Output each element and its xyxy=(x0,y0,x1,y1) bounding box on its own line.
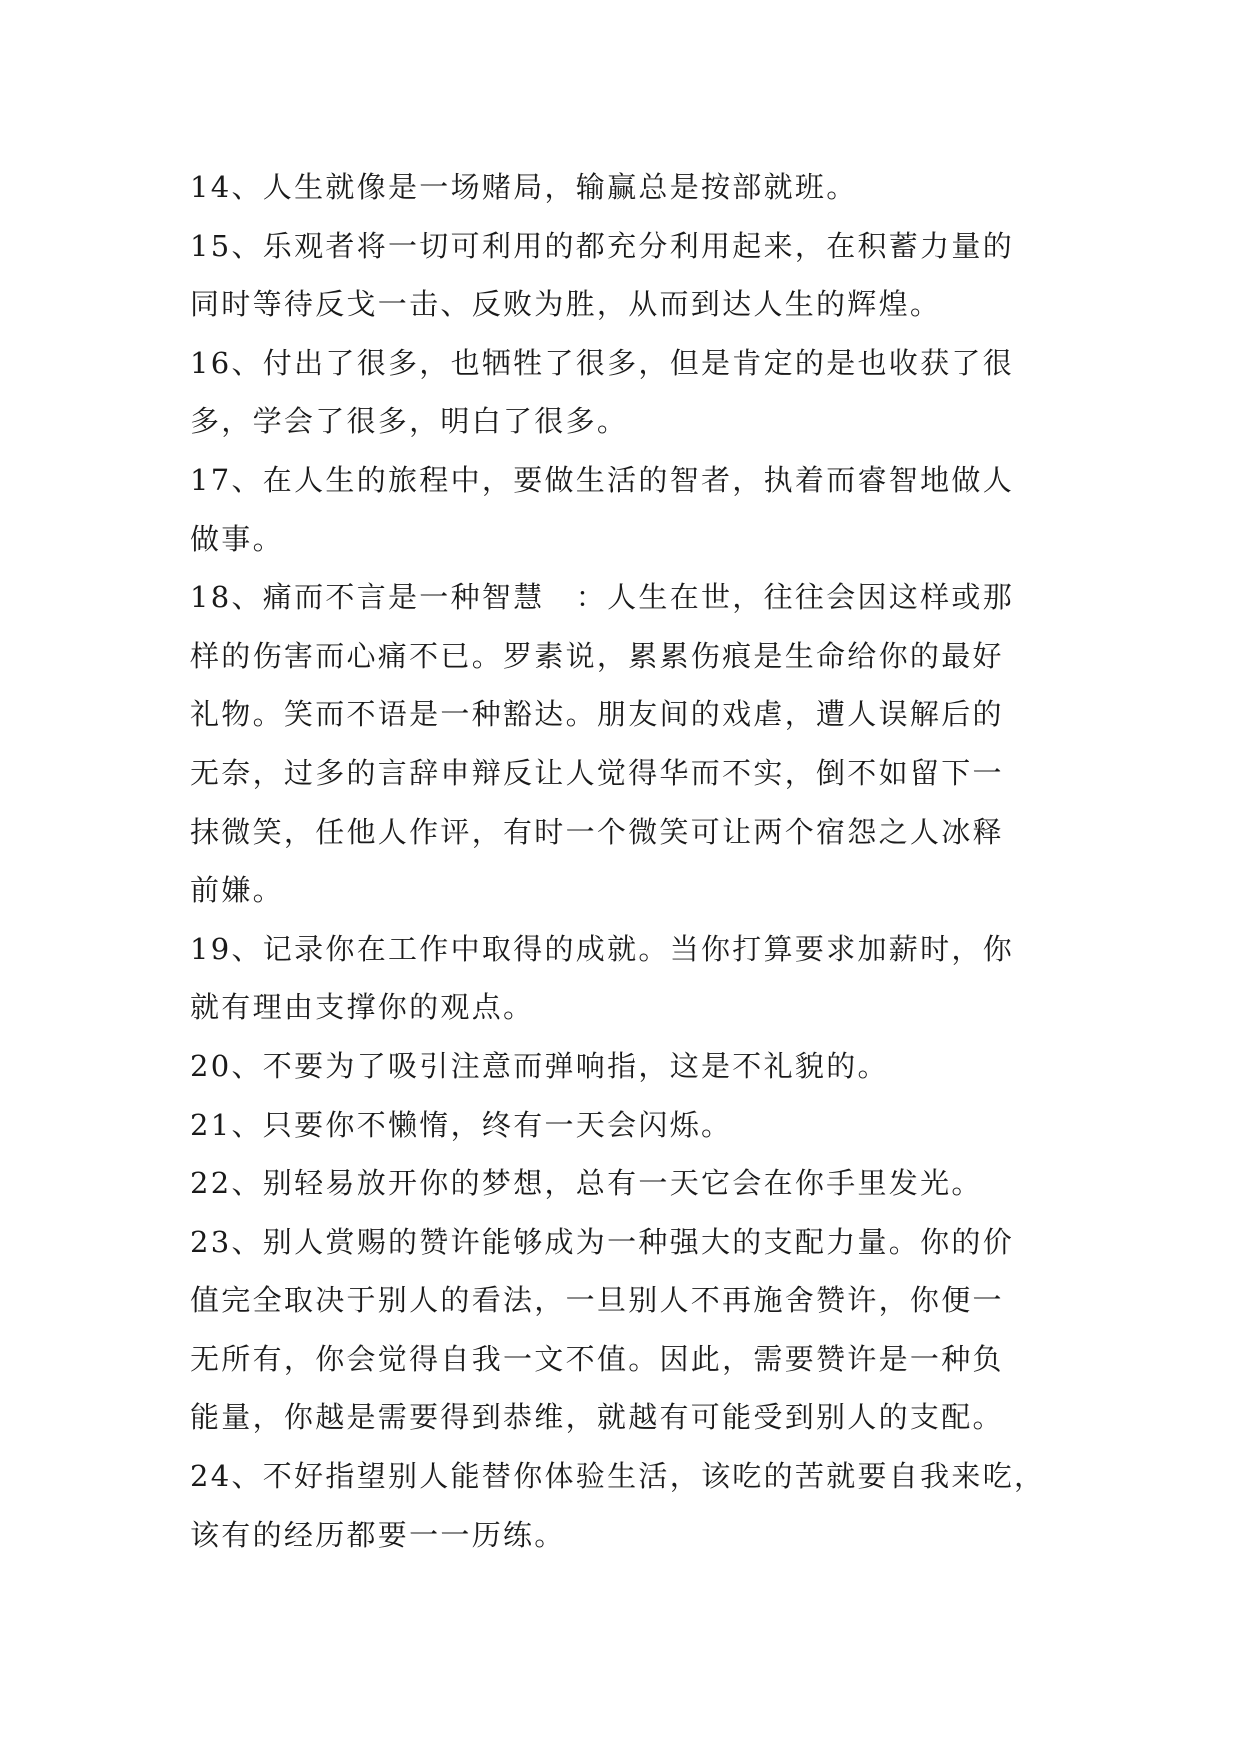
text-line: 该有的经历都要一一历练。 xyxy=(190,1517,566,1552)
text-line: 24、不好指望别人能替你体验生活，该吃的苦就要自我来吃， xyxy=(190,1459,1046,1494)
text-line: 做事。 xyxy=(190,521,284,556)
text-line: 值完全取决于别人的看法，一旦别人不再施舍赞许，你便一 xyxy=(190,1283,1004,1318)
text-line: 多，学会了很多，明白了很多。 xyxy=(190,404,629,439)
text-line: 16、付出了很多，也牺牲了很多，但是肯定的是也收获了很 xyxy=(190,345,1015,380)
text-line: 前嫌。 xyxy=(190,873,284,908)
text-line: 17、在人生的旅程中，要做生活的智者，执着而睿智地做人 xyxy=(190,462,1015,497)
text-line: 18、痛而不言是一种智慧 ：人生在世，往往会因这样或那 xyxy=(190,580,1015,615)
text-line: 21、只要你不懒惰，终有一天会闪烁。 xyxy=(190,1107,733,1142)
text-line: 23、别人赏赐的赞许能够成为一种强大的支配力量。你的价 xyxy=(190,1224,1015,1259)
text-line: 15、乐观者将一切可利用的都充分利用起来，在积蓄力量的 xyxy=(190,228,1015,263)
text-line: 14、人生就像是一场赌局，输赢总是按部就班。 xyxy=(190,170,858,204)
text-line: 无奈，过多的言辞申辩反让人觉得华而不实，倒不如留下一 xyxy=(190,755,1004,790)
text-line: 抹微笑，任他人作评，有时一个微笑可让两个宿怨之人冰释 xyxy=(190,814,1004,849)
text-line: 22、别轻易放开你的梦想，总有一天它会在你手里发光。 xyxy=(190,1166,983,1201)
document-body xyxy=(190,158,1080,1564)
text-line: 样的伤害而心痛不已。罗素说，累累伤痕是生命给你的最好 xyxy=(190,638,1004,673)
text-line: 20、不要为了吸引注意而弹响指，这是不礼貌的。 xyxy=(190,1048,889,1083)
text-line: 无所有，你会觉得自我一文不值。因此，需要赞许是一种负 xyxy=(190,1341,1004,1376)
text-line: 同时等待反戈一击、反败为胜，从而到达人生的辉煌。 xyxy=(190,287,942,322)
text-line: 19、记录你在工作中取得的成就。当你打算要求加薪时，你 xyxy=(190,931,1015,966)
text-line: 就有理由支撑你的观点。 xyxy=(190,990,535,1025)
text-line: 能量，你越是需要得到恭维，就越有可能受到别人的支配。 xyxy=(190,1400,1004,1435)
text-line: 礼物。笑而不语是一种豁达。朋友间的戏虐，遭人误解后的 xyxy=(190,697,1004,732)
